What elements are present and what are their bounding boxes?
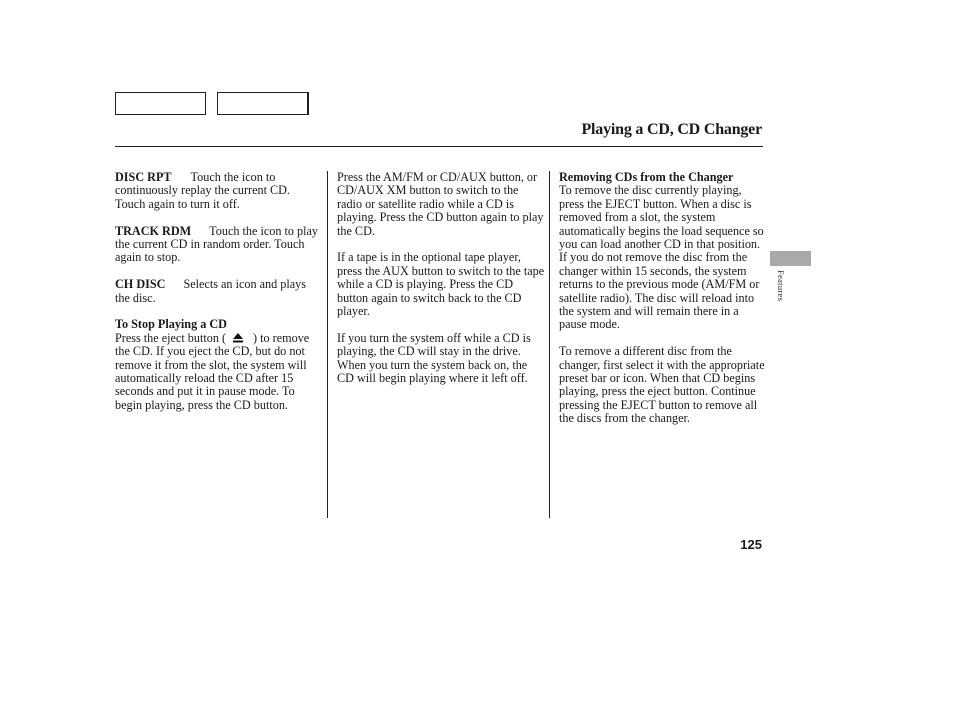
disc-rpt-paragraph	[115, 171, 321, 211]
stop-text-start: Press the eject button (	[115, 330, 227, 345]
column-divider-2	[549, 171, 550, 518]
column-divider-1	[327, 171, 328, 518]
column-3	[559, 171, 765, 426]
stop-heading: To Stop Playing a CD	[115, 317, 227, 332]
section-tab-marker	[770, 251, 811, 266]
col2-paragraph-2: If a tape is in the optional tape player, press the AUX button to switch to the tape while a CD is playing. Press the CD button again to switch back to the CD player.	[337, 250, 545, 319]
track-rdm-term: TRACK RDM	[115, 223, 192, 238]
col2-paragraph-3: If you turn the system off while a CD is playing, the CD will stay in the drive. When you turn the system back on, the CD will begin playing where it left off.	[337, 330, 531, 386]
column-2	[337, 171, 545, 385]
disc-rpt-text: Touch the icon to continuously replay the current CD. Touch again to turn it off.	[115, 170, 290, 211]
ch-disc-paragraph	[115, 278, 321, 305]
column-1	[115, 171, 321, 412]
stop-text-end: ) to remove the CD. If you eject the CD, but do not remove it from the slot, the system will automatically reload the CD after 15 seconds and put it in pause mode. To begin playing, press the CD button.	[115, 330, 310, 412]
track-rdm-text: Touch the icon to play the current CD in random order. Touch again to stop.	[115, 223, 318, 265]
eject-icon	[232, 333, 244, 343]
ch-disc-text: Selects an icon and plays the disc.	[115, 277, 306, 305]
col2-paragraph-1: Press the AM/FM or CD/AUX button, or CD/AUX XM button to switch to the radio or satellite radio while a CD is playing. Press the CD button again to play the CD.	[337, 170, 544, 238]
nav-box-1	[115, 92, 206, 115]
col3-paragraph-1: To remove the disc currently playing, press the EJECT button. When a disc is removed from a slot, the system automatically begins the load sequence so you can load another CD in that position. If you do not remove the disc from the changer within 15 seconds, the system returns to the previous mode (AM/FM or satellite radio). The disc will reload into the system and will remain there in a pause mode.	[559, 183, 764, 332]
title-rule	[115, 146, 763, 147]
track-rdm-paragraph	[115, 225, 321, 265]
removing-heading: Removing CDs from the Changer	[559, 170, 734, 184]
stop-section	[115, 318, 321, 412]
col3-paragraph-2: To remove a different disc from the changer, first select it with the appropriate preset bar or icon. When that CD begins playing, press the eject button. Continue pressing the EJECT button to remove all the discs from the changer.	[559, 344, 765, 426]
removing-section	[559, 171, 765, 332]
ch-disc-term: CH DISC	[115, 277, 166, 292]
nav-box-2	[217, 92, 309, 115]
page-title: Playing a CD, CD Changer	[581, 121, 762, 138]
section-tab-label: Features	[776, 270, 786, 302]
page-number: 125	[740, 537, 762, 552]
disc-rpt-term: DISC RPT	[115, 170, 172, 184]
